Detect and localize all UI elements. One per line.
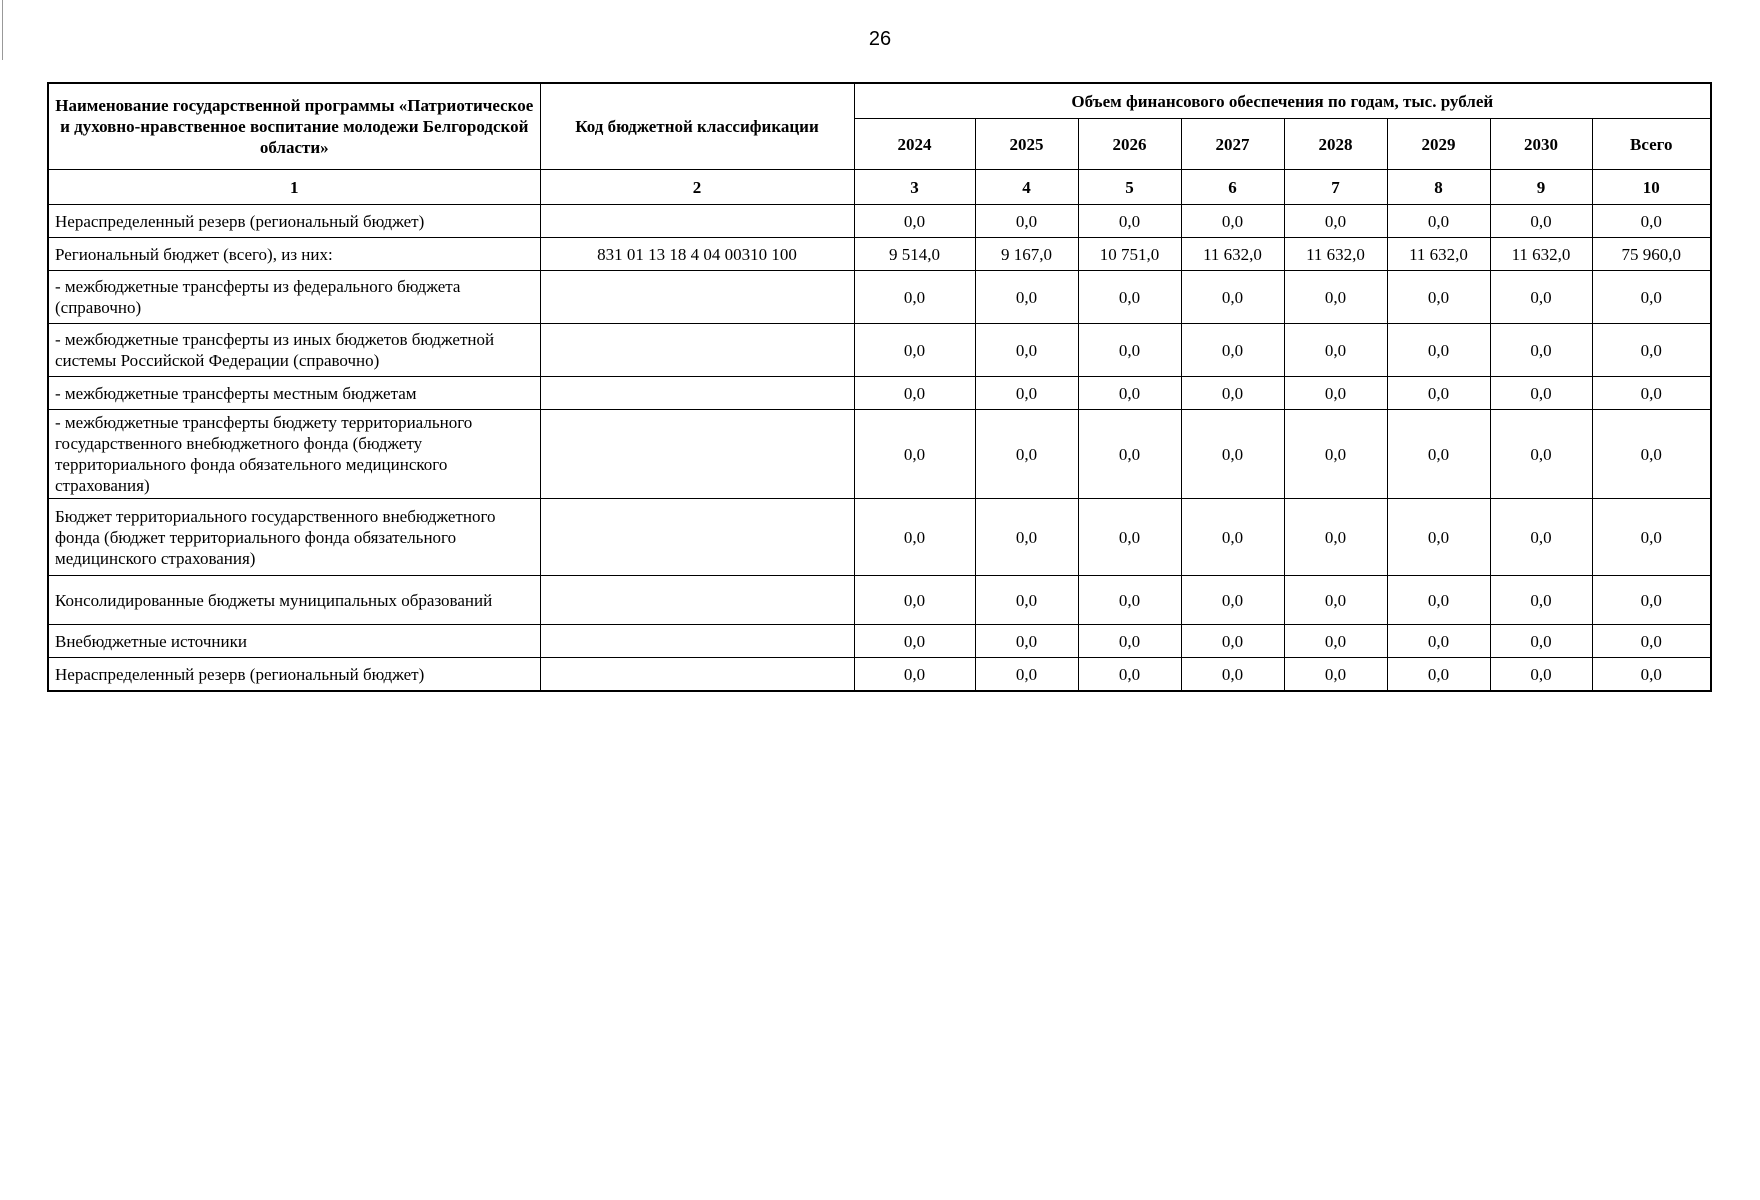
column-number: 2 (540, 170, 854, 205)
row-value-cell: 0,0 (1387, 205, 1490, 238)
row-code-cell (540, 271, 854, 324)
column-number: 10 (1592, 170, 1711, 205)
table-row (48, 658, 1711, 692)
year-header: 2024 (854, 119, 975, 170)
row-value-cell: 0,0 (1284, 271, 1387, 324)
row-total-cell: 0,0 (1592, 576, 1711, 625)
row-value-cell: 0,0 (1181, 324, 1284, 377)
row-value-cell: 0,0 (1284, 658, 1387, 692)
funding-title-header: Объем финансового обеспечения по годам, тыс. рублей (854, 83, 1711, 119)
row-name-cell: Консолидированные бюджеты муниципальных образований (48, 576, 540, 625)
row-value-cell: 0,0 (854, 658, 975, 692)
year-header: 2025 (975, 119, 1078, 170)
row-value-cell: 0,0 (1078, 377, 1181, 410)
total-header: Всего (1592, 119, 1711, 170)
row-value-cell: 0,0 (975, 658, 1078, 692)
row-total-cell: 0,0 (1592, 410, 1711, 499)
column-number: 4 (975, 170, 1078, 205)
year-header: 2026 (1078, 119, 1181, 170)
column-numbers-row (48, 170, 1711, 205)
row-value-cell: 0,0 (1284, 205, 1387, 238)
row-code-cell: 831 01 13 18 4 04 00310 100 (540, 238, 854, 271)
row-value-cell: 0,0 (975, 410, 1078, 499)
table-row (48, 238, 1711, 271)
row-value-cell: 0,0 (1387, 576, 1490, 625)
row-code-cell (540, 410, 854, 499)
code-title-header: Код бюджетной классификации (540, 83, 854, 170)
header-row-main (48, 83, 1711, 119)
table-row (48, 410, 1711, 499)
row-name-cell: Региональный бюджет (всего), из них: (48, 238, 540, 271)
row-value-cell: 0,0 (1284, 410, 1387, 499)
row-value-cell: 0,0 (1078, 576, 1181, 625)
row-total-cell: 0,0 (1592, 377, 1711, 410)
column-number: 6 (1181, 170, 1284, 205)
row-value-cell: 0,0 (1387, 271, 1490, 324)
row-code-cell (540, 205, 854, 238)
row-total-cell: 0,0 (1592, 658, 1711, 692)
row-value-cell: 0,0 (1490, 658, 1592, 692)
row-code-cell (540, 324, 854, 377)
row-value-cell: 11 632,0 (1181, 238, 1284, 271)
row-value-cell: 0,0 (1078, 271, 1181, 324)
row-value-cell: 0,0 (1181, 271, 1284, 324)
row-value-cell: 0,0 (854, 324, 975, 377)
row-value-cell: 0,0 (1181, 410, 1284, 499)
row-name-cell: Бюджет территориального государственного внебюджетного фонда (бюджет территориального фонда обязательного медицинского страхования) (48, 499, 540, 576)
year-header: 2027 (1181, 119, 1284, 170)
row-value-cell: 0,0 (1490, 205, 1592, 238)
row-value-cell: 0,0 (1078, 205, 1181, 238)
row-value-cell: 0,0 (1387, 499, 1490, 576)
row-total-cell: 0,0 (1592, 499, 1711, 576)
row-code-cell (540, 658, 854, 692)
row-value-cell: 0,0 (1284, 324, 1387, 377)
row-value-cell: 9 514,0 (854, 238, 975, 271)
row-value-cell: 0,0 (1490, 324, 1592, 377)
row-total-cell: 0,0 (1592, 324, 1711, 377)
row-value-cell: 0,0 (975, 324, 1078, 377)
row-total-cell: 75 960,0 (1592, 238, 1711, 271)
row-value-cell: 11 632,0 (1387, 238, 1490, 271)
row-code-cell (540, 576, 854, 625)
table-row (48, 205, 1711, 238)
row-value-cell: 0,0 (854, 625, 975, 658)
row-value-cell: 0,0 (854, 410, 975, 499)
column-number: 7 (1284, 170, 1387, 205)
row-value-cell: 0,0 (1078, 658, 1181, 692)
row-value-cell: 0,0 (975, 271, 1078, 324)
row-name-cell: Внебюджетные источники (48, 625, 540, 658)
row-total-cell: 0,0 (1592, 205, 1711, 238)
row-name-cell: - межбюджетные трансферты бюджету территориального государственного внебюджетного фонда (бюджету территориального фонда обязательного медицинского страхования) (48, 410, 540, 499)
year-header: 2030 (1490, 119, 1592, 170)
row-value-cell: 0,0 (1181, 576, 1284, 625)
row-value-cell: 0,0 (1490, 499, 1592, 576)
row-value-cell: 0,0 (1284, 499, 1387, 576)
row-name-cell: - межбюджетные трансферты из иных бюджетов бюджетной системы Российской Федерации (справочно) (48, 324, 540, 377)
row-name-cell: - межбюджетные трансферты местным бюджетам (48, 377, 540, 410)
row-code-cell (540, 499, 854, 576)
row-name-cell: Нераспределенный резерв (региональный бюджет) (48, 205, 540, 238)
row-value-cell: 0,0 (854, 499, 975, 576)
row-value-cell: 0,0 (975, 499, 1078, 576)
row-value-cell: 0,0 (975, 377, 1078, 410)
row-value-cell: 0,0 (1181, 625, 1284, 658)
row-value-cell: 0,0 (1181, 499, 1284, 576)
table-row (48, 271, 1711, 324)
row-value-cell: 0,0 (854, 377, 975, 410)
program-title-header: Наименование государственной программы «Патриотическое и духовно-нравственное воспитание молодежи Белгородской области» (48, 83, 540, 170)
row-value-cell: 0,0 (1387, 324, 1490, 377)
row-value-cell: 0,0 (975, 205, 1078, 238)
row-value-cell: 10 751,0 (1078, 238, 1181, 271)
year-header: 2028 (1284, 119, 1387, 170)
row-value-cell: 0,0 (1181, 658, 1284, 692)
row-value-cell: 0,0 (854, 271, 975, 324)
page-number: 26 (868, 28, 892, 50)
row-value-cell: 0,0 (1284, 576, 1387, 625)
row-value-cell: 9 167,0 (975, 238, 1078, 271)
row-value-cell: 0,0 (1387, 410, 1490, 499)
row-value-cell: 0,0 (975, 576, 1078, 625)
row-value-cell: 0,0 (1078, 324, 1181, 377)
row-value-cell: 0,0 (1181, 205, 1284, 238)
table-row (48, 377, 1711, 410)
column-number: 1 (48, 170, 540, 205)
row-value-cell: 0,0 (1490, 271, 1592, 324)
row-total-cell: 0,0 (1592, 625, 1711, 658)
row-value-cell: 0,0 (1490, 410, 1592, 499)
column-number: 3 (854, 170, 975, 205)
row-value-cell: 0,0 (1284, 625, 1387, 658)
row-value-cell: 0,0 (854, 205, 975, 238)
table-row (48, 324, 1711, 377)
row-value-cell: 0,0 (1284, 377, 1387, 410)
column-number: 5 (1078, 170, 1181, 205)
row-value-cell: 0,0 (1387, 377, 1490, 410)
row-total-cell: 0,0 (1592, 271, 1711, 324)
row-value-cell: 0,0 (1490, 576, 1592, 625)
row-value-cell: 0,0 (1078, 410, 1181, 499)
table-row (48, 499, 1711, 576)
row-value-cell: 0,0 (1387, 658, 1490, 692)
column-number: 8 (1387, 170, 1490, 205)
row-value-cell: 11 632,0 (1490, 238, 1592, 271)
funding-table (47, 82, 1712, 692)
row-value-cell: 0,0 (975, 625, 1078, 658)
table-row (48, 576, 1711, 625)
row-value-cell: 0,0 (1490, 625, 1592, 658)
column-number: 9 (1490, 170, 1592, 205)
table-row (48, 625, 1711, 658)
row-value-cell: 0,0 (1490, 377, 1592, 410)
row-value-cell: 0,0 (1078, 499, 1181, 576)
row-name-cell: - межбюджетные трансферты из федерального бюджета (справочно) (48, 271, 540, 324)
row-value-cell: 0,0 (1078, 625, 1181, 658)
table-body (48, 205, 1711, 692)
row-value-cell: 0,0 (1387, 625, 1490, 658)
row-code-cell (540, 625, 854, 658)
row-value-cell: 0,0 (854, 576, 975, 625)
row-name-cell: Нераспределенный резерв (региональный бюджет) (48, 658, 540, 692)
row-code-cell (540, 377, 854, 410)
year-header: 2029 (1387, 119, 1490, 170)
row-value-cell: 0,0 (1181, 377, 1284, 410)
row-value-cell: 11 632,0 (1284, 238, 1387, 271)
